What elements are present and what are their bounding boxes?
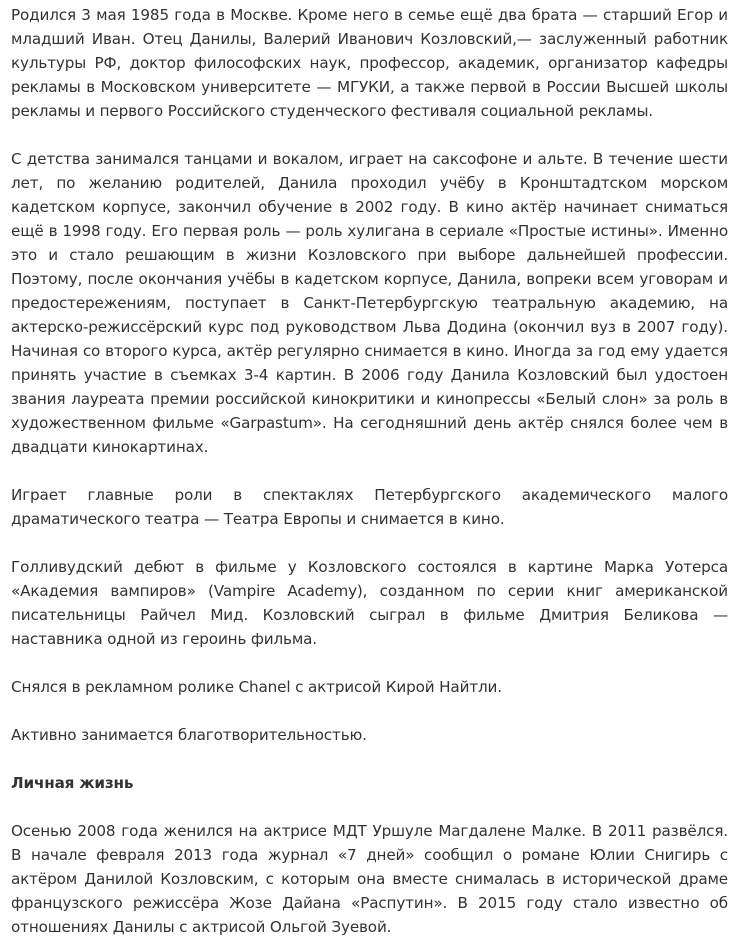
biography-paragraph-charity: Активно занимается благотворительностью. [11, 726, 367, 744]
personal-life-paragraph: Осенью 2008 года женился на актрисе МДТ Уршуле Магдалене Малке. В 2011 развёлся. В начале февраля 2013 года журнал «7 дней» сообщил о романе Юлии Снигирь с актёром Данилой Козловским, с которым она вместе снималась в исторической драме французского режиссёра Жозе Дайана «Распутин». В 2015 году стало известно об отношениях Данилы с актрисой Ольгой Зуевой. [11, 822, 728, 936]
section-heading-personal-life: Личная жизнь [11, 774, 134, 792]
biography-paragraph-chanel: Снялся в рекламном ролике Chanel с актрисой Кирой Найтли. [11, 678, 502, 696]
biography-paragraph-career: С детства занимался танцами и вокалом, играет на саксофоне и альте. В течение шести лет, по желанию родителей, Данила проходил учёбу в Кронштадтском морском кадетском корпусе, закончил обучение в 2002 году. В кино актёр начинает сниматься ещё в 1998 году. Его первая роль — роль хулигана в сериале «Простые истины». Именно это и стало решающим в жизни Козловского при выборе дальнейшей профессии. Поэтому, после окончания учёбы в кадетском корпусе, Данила, вопреки всем уговорам и предостережениям, поступает в Санкт-Петербургскую театральную академию, на актерско-режиссёрский курс под руководством Льва Додина (окончил вуз в 2007 году). Начиная со второго курса, актёр регулярно снимается в кино. Иногда за год ему удается принять участие в съемках 3-4 картин. В 2006 году Данила Козловский был удостоен звания лауреата премии российской кинокритики и кинопрессы «Белый слон» за роль в художественном фильме «Garpastum». На сегодняшний день актёр снялся более чем в двадцати кинокартинах. [11, 150, 728, 456]
biography-paragraph-theatre: Играет главные роли в спектаклях Петербургского академического малого драматического театра — Театра Европы и снимается в кино. [11, 486, 728, 528]
biography-paragraph-birth: Родился 3 мая 1985 года в Москве. Кроме него в семье ещё два брата — старший Егор и младший Иван. Отец Данилы, Валерий Иванович Козловский,— заслуженный работник культуры РФ, доктор философских наук, профессор, академик, организатор кафедры рекламы в Московском университете — МГУКИ, а также первой в России Высшей школы рекламы и первого Российского студенческого фестиваля социальной рекламы. [11, 6, 728, 120]
biography-paragraph-hollywood: Голливудский дебют в фильме у Козловского состоялся в картине Марка Уотерса «Академия вампиров» (Vampire Academy), созданном по серии книг американской писательницы Райчел Мид. Козловский сыграл в фильме Дмитрия Беликова — наставника одной из героинь фильма. [11, 558, 728, 648]
